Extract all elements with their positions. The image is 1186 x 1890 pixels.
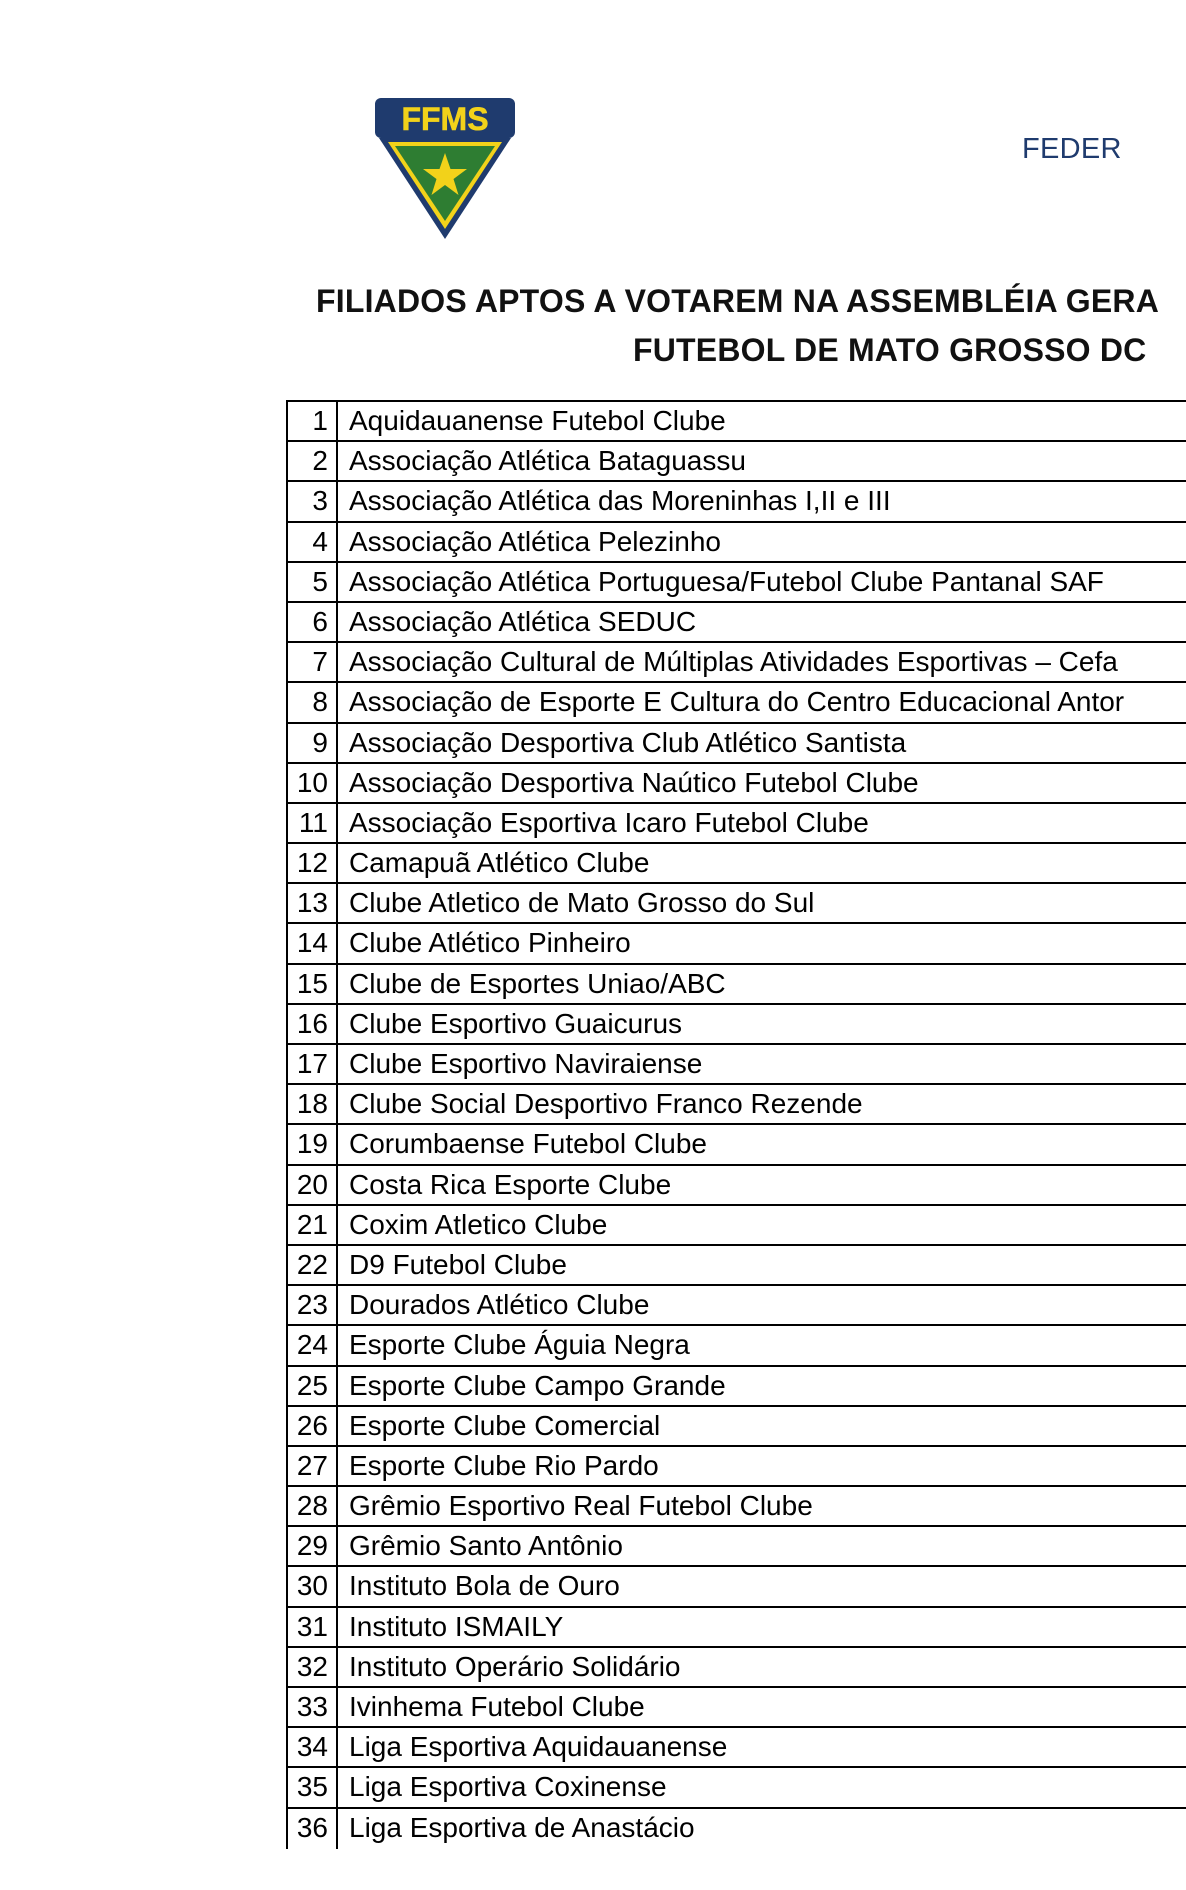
club-name: Coxim Atletico Clube [349, 1208, 608, 1240]
club-name: Associação Atlética Bataguassu [349, 445, 746, 477]
row-number: 8 [286, 683, 338, 721]
row-number: 18 [286, 1085, 338, 1123]
table-row [286, 1567, 1186, 1607]
row-number: 5 [286, 563, 338, 601]
row-number: 19 [286, 1125, 338, 1163]
table-row [286, 1728, 1186, 1768]
table-row [286, 1367, 1186, 1407]
table-row [286, 402, 1186, 442]
table-row [286, 1688, 1186, 1728]
table-row [286, 924, 1186, 964]
ffms-logo [374, 97, 516, 243]
row-number: 30 [286, 1567, 338, 1605]
row-number: 28 [286, 1487, 338, 1525]
table-row [286, 844, 1186, 884]
club-name: Ivinhema Futebol Clube [349, 1691, 645, 1722]
row-number: 27 [286, 1447, 338, 1485]
clubs-table [286, 400, 1186, 1849]
row-number: 23 [286, 1286, 338, 1324]
club-name: Clube Social Desportivo Franco Rezende [349, 1088, 863, 1120]
table-row [286, 724, 1186, 764]
table-row [286, 1527, 1186, 1567]
table-row [286, 603, 1186, 643]
club-name: Associação Atlética Pelezinho [349, 525, 721, 557]
row-number: 2 [286, 442, 338, 480]
club-name: Associação Desportiva Naútico Futebol Clube [349, 766, 919, 798]
club-name: Liga Esportiva Coxinense [349, 1771, 667, 1803]
table-row [286, 643, 1186, 683]
table-row [286, 1085, 1186, 1125]
club-name: Esporte Clube Rio Pardo [349, 1449, 659, 1481]
table-row [286, 1125, 1186, 1165]
table-row [286, 442, 1186, 482]
row-number: 1 [286, 402, 338, 440]
row-number: 14 [286, 924, 338, 962]
club-name: Clube de Esportes Uniao/ABC [349, 967, 726, 999]
row-number: 7 [286, 643, 338, 681]
table-row [286, 1286, 1186, 1326]
club-name: Clube Atlético Pinheiro [349, 927, 631, 959]
federation-name: FEDER [1022, 133, 1122, 165]
club-name: Associação Atlética SEDUC [349, 605, 697, 637]
table-row [286, 1648, 1186, 1688]
club-name: Grêmio Santo Antônio [349, 1530, 623, 1562]
row-number: 4 [286, 523, 338, 561]
club-name: Clube Esportivo Naviraiense [349, 1048, 703, 1079]
table-row [286, 1447, 1186, 1487]
row-number: 35 [286, 1768, 338, 1806]
row-number: 29 [286, 1527, 338, 1565]
document-title-line-1: FILIADOS APTOS A VOTAREM NA ASSEMBLÉIA GERA [316, 283, 1160, 319]
club-name: Dourados Atlético Clube [349, 1289, 650, 1321]
row-number: 32 [286, 1648, 338, 1686]
club-name: Liga Esportiva de Anastácio [349, 1811, 695, 1843]
table-row [286, 1809, 1186, 1849]
club-name: Instituto Operário Solidário [349, 1650, 681, 1682]
row-number: 6 [286, 603, 338, 641]
table-row [286, 1487, 1186, 1527]
row-number: 21 [286, 1206, 338, 1244]
row-number: 31 [286, 1608, 338, 1646]
document-title-line-2: FUTEBOL DE MATO GROSSO DC [633, 332, 1147, 368]
row-number: 17 [286, 1045, 338, 1083]
row-number: 15 [286, 965, 338, 1003]
row-number: 22 [286, 1246, 338, 1284]
club-name: Associação Atlética Portuguesa/Futebol Clube Pantanal SAF [349, 565, 1104, 597]
table-row [286, 563, 1186, 603]
club-name: Grêmio Esportivo Real Futebol Clube [349, 1490, 813, 1522]
club-name: Corumbaense Futebol Clube [349, 1128, 707, 1160]
row-number: 33 [286, 1688, 338, 1726]
row-number: 34 [286, 1728, 338, 1766]
club-name: Camapuã Atlético Clube [349, 847, 650, 879]
row-number: 16 [286, 1005, 338, 1043]
table-row [286, 764, 1186, 804]
logo-text: FFMS [401, 101, 489, 137]
club-name: Associação Cultural de Múltiplas Atividades Esportivas – Cefa [349, 646, 1118, 678]
row-number: 36 [286, 1809, 338, 1849]
table-row [286, 1608, 1186, 1648]
row-number: 3 [286, 482, 338, 520]
club-name: Costa Rica Esporte Clube [349, 1168, 672, 1200]
row-number: 24 [286, 1326, 338, 1364]
club-name: Clube Esportivo Guaicurus [349, 1007, 683, 1039]
row-number: 13 [286, 884, 338, 922]
club-name: Esporte Clube Comercial [349, 1409, 661, 1441]
club-name: Esporte Clube Campo Grande [349, 1369, 726, 1401]
table-row [286, 884, 1186, 924]
club-name: Liga Esportiva Aquidauanense [349, 1731, 728, 1763]
table-row [286, 1407, 1186, 1447]
row-number: 9 [286, 724, 338, 762]
table-row [286, 482, 1186, 522]
table-row [286, 1246, 1186, 1286]
row-number: 26 [286, 1407, 338, 1445]
row-number: 25 [286, 1367, 338, 1405]
club-name: Instituto Bola de Ouro [349, 1570, 620, 1602]
table-row [286, 1206, 1186, 1246]
row-number: 12 [286, 844, 338, 882]
club-name: Esporte Clube Águia Negra [349, 1329, 690, 1361]
table-row [286, 1005, 1186, 1045]
row-number: 20 [286, 1166, 338, 1204]
club-name: Associação Desportiva Club Atlético Santista [349, 726, 907, 758]
club-name: Associação de Esporte E Cultura do Centro Educacional Antor [349, 686, 1125, 718]
row-number: 11 [286, 804, 338, 842]
club-name: Associação Atlética das Moreninhas I,II e III [349, 485, 891, 517]
table-row [286, 1045, 1186, 1085]
club-name: Aquidauanense Futebol Clube [349, 405, 726, 436]
table-row [286, 804, 1186, 844]
table-row [286, 683, 1186, 723]
club-name: D9 Futebol Clube [349, 1248, 567, 1280]
table-row [286, 965, 1186, 1005]
club-name: Associação Esportiva Icaro Futebol Clube [349, 806, 869, 838]
table-row [286, 1326, 1186, 1366]
table-row [286, 1768, 1186, 1808]
table-row [286, 1166, 1186, 1206]
club-name: Clube Atletico de Mato Grosso do Sul [349, 887, 815, 919]
club-name: Instituto ISMAILY [349, 1610, 564, 1642]
row-number: 10 [286, 764, 338, 802]
table-row [286, 523, 1186, 563]
